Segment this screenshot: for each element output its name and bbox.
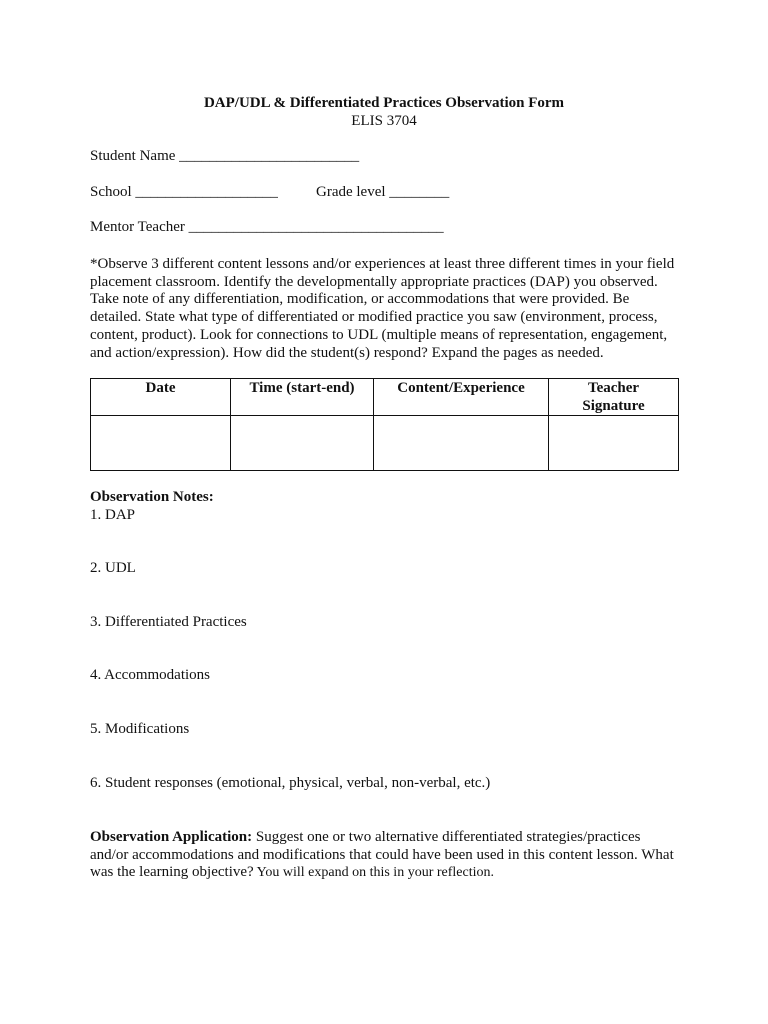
instructions-line: detailed. State what type of differentiated or modified practice you saw (environment, process,: [90, 309, 658, 325]
column-header-teacher-signature: Teacher Signature: [549, 379, 679, 416]
table-row: [91, 416, 679, 471]
notes-item-differentiated: 3. Differentiated Practices: [90, 614, 247, 630]
signature-cell[interactable]: [549, 416, 679, 471]
instructions-line: Take note of any differentiation, modification, or accommodations that were provided. Be: [90, 291, 630, 307]
column-header-content: Content/Experience: [374, 379, 549, 416]
observation-table: [90, 378, 679, 471]
application-objective: was the learning objective?: [90, 864, 254, 880]
content-cell[interactable]: [374, 416, 549, 471]
grade-level-field[interactable]: Grade level ________: [316, 184, 450, 200]
application-text: Suggest one or two alternative differentiated strategies/practices: [252, 829, 641, 845]
application-line: [90, 863, 494, 882]
notes-item-dap: 1. DAP: [90, 507, 136, 523]
date-cell[interactable]: [91, 416, 231, 471]
application-line: and/or accommodations and modifications that could have been used in this content lesson. What: [90, 847, 674, 863]
column-header-date: Date: [91, 379, 231, 416]
application-line: [90, 828, 640, 846]
notes-item-accommodations: 4. Accommodations: [90, 667, 210, 683]
notes-item-student-responses: 6. Student responses (emotional, physical, verbal, non-verbal, etc.): [90, 775, 491, 791]
student-name-field[interactable]: Student Name ________________________: [90, 148, 360, 164]
application-label: Observation Application:: [90, 829, 253, 845]
instructions-line: placement classroom. Identify the developmentally appropriate practices (DAP) you observed.: [90, 274, 658, 290]
notes-item-udl: 2. UDL: [90, 560, 136, 576]
course-code: ELIS 3704: [351, 113, 417, 129]
time-cell[interactable]: [231, 416, 374, 471]
instructions-line: and action/expression). How did the student(s) respond? Expand the pages as needed.: [90, 345, 604, 361]
table-header-row: [91, 379, 679, 416]
notes-heading: Observation Notes:: [90, 489, 214, 505]
mentor-teacher-field[interactable]: Mentor Teacher __________________________________: [90, 219, 444, 235]
form-title: DAP/UDL & Differentiated Practices Observation Form: [203, 95, 565, 111]
school-field[interactable]: School ___________________: [90, 184, 278, 200]
instructions-line: *Observe 3 different content lessons and/or experiences at least three different times in your field: [90, 256, 675, 272]
notes-item-modifications: 5. Modifications: [90, 721, 190, 737]
application-reflection-note: You will expand on this in your reflection.: [253, 865, 494, 880]
instructions-line: content, product). Look for connections to UDL (multiple means of representation, engagement,: [90, 327, 668, 343]
column-header-time: Time (start-end): [231, 379, 374, 416]
